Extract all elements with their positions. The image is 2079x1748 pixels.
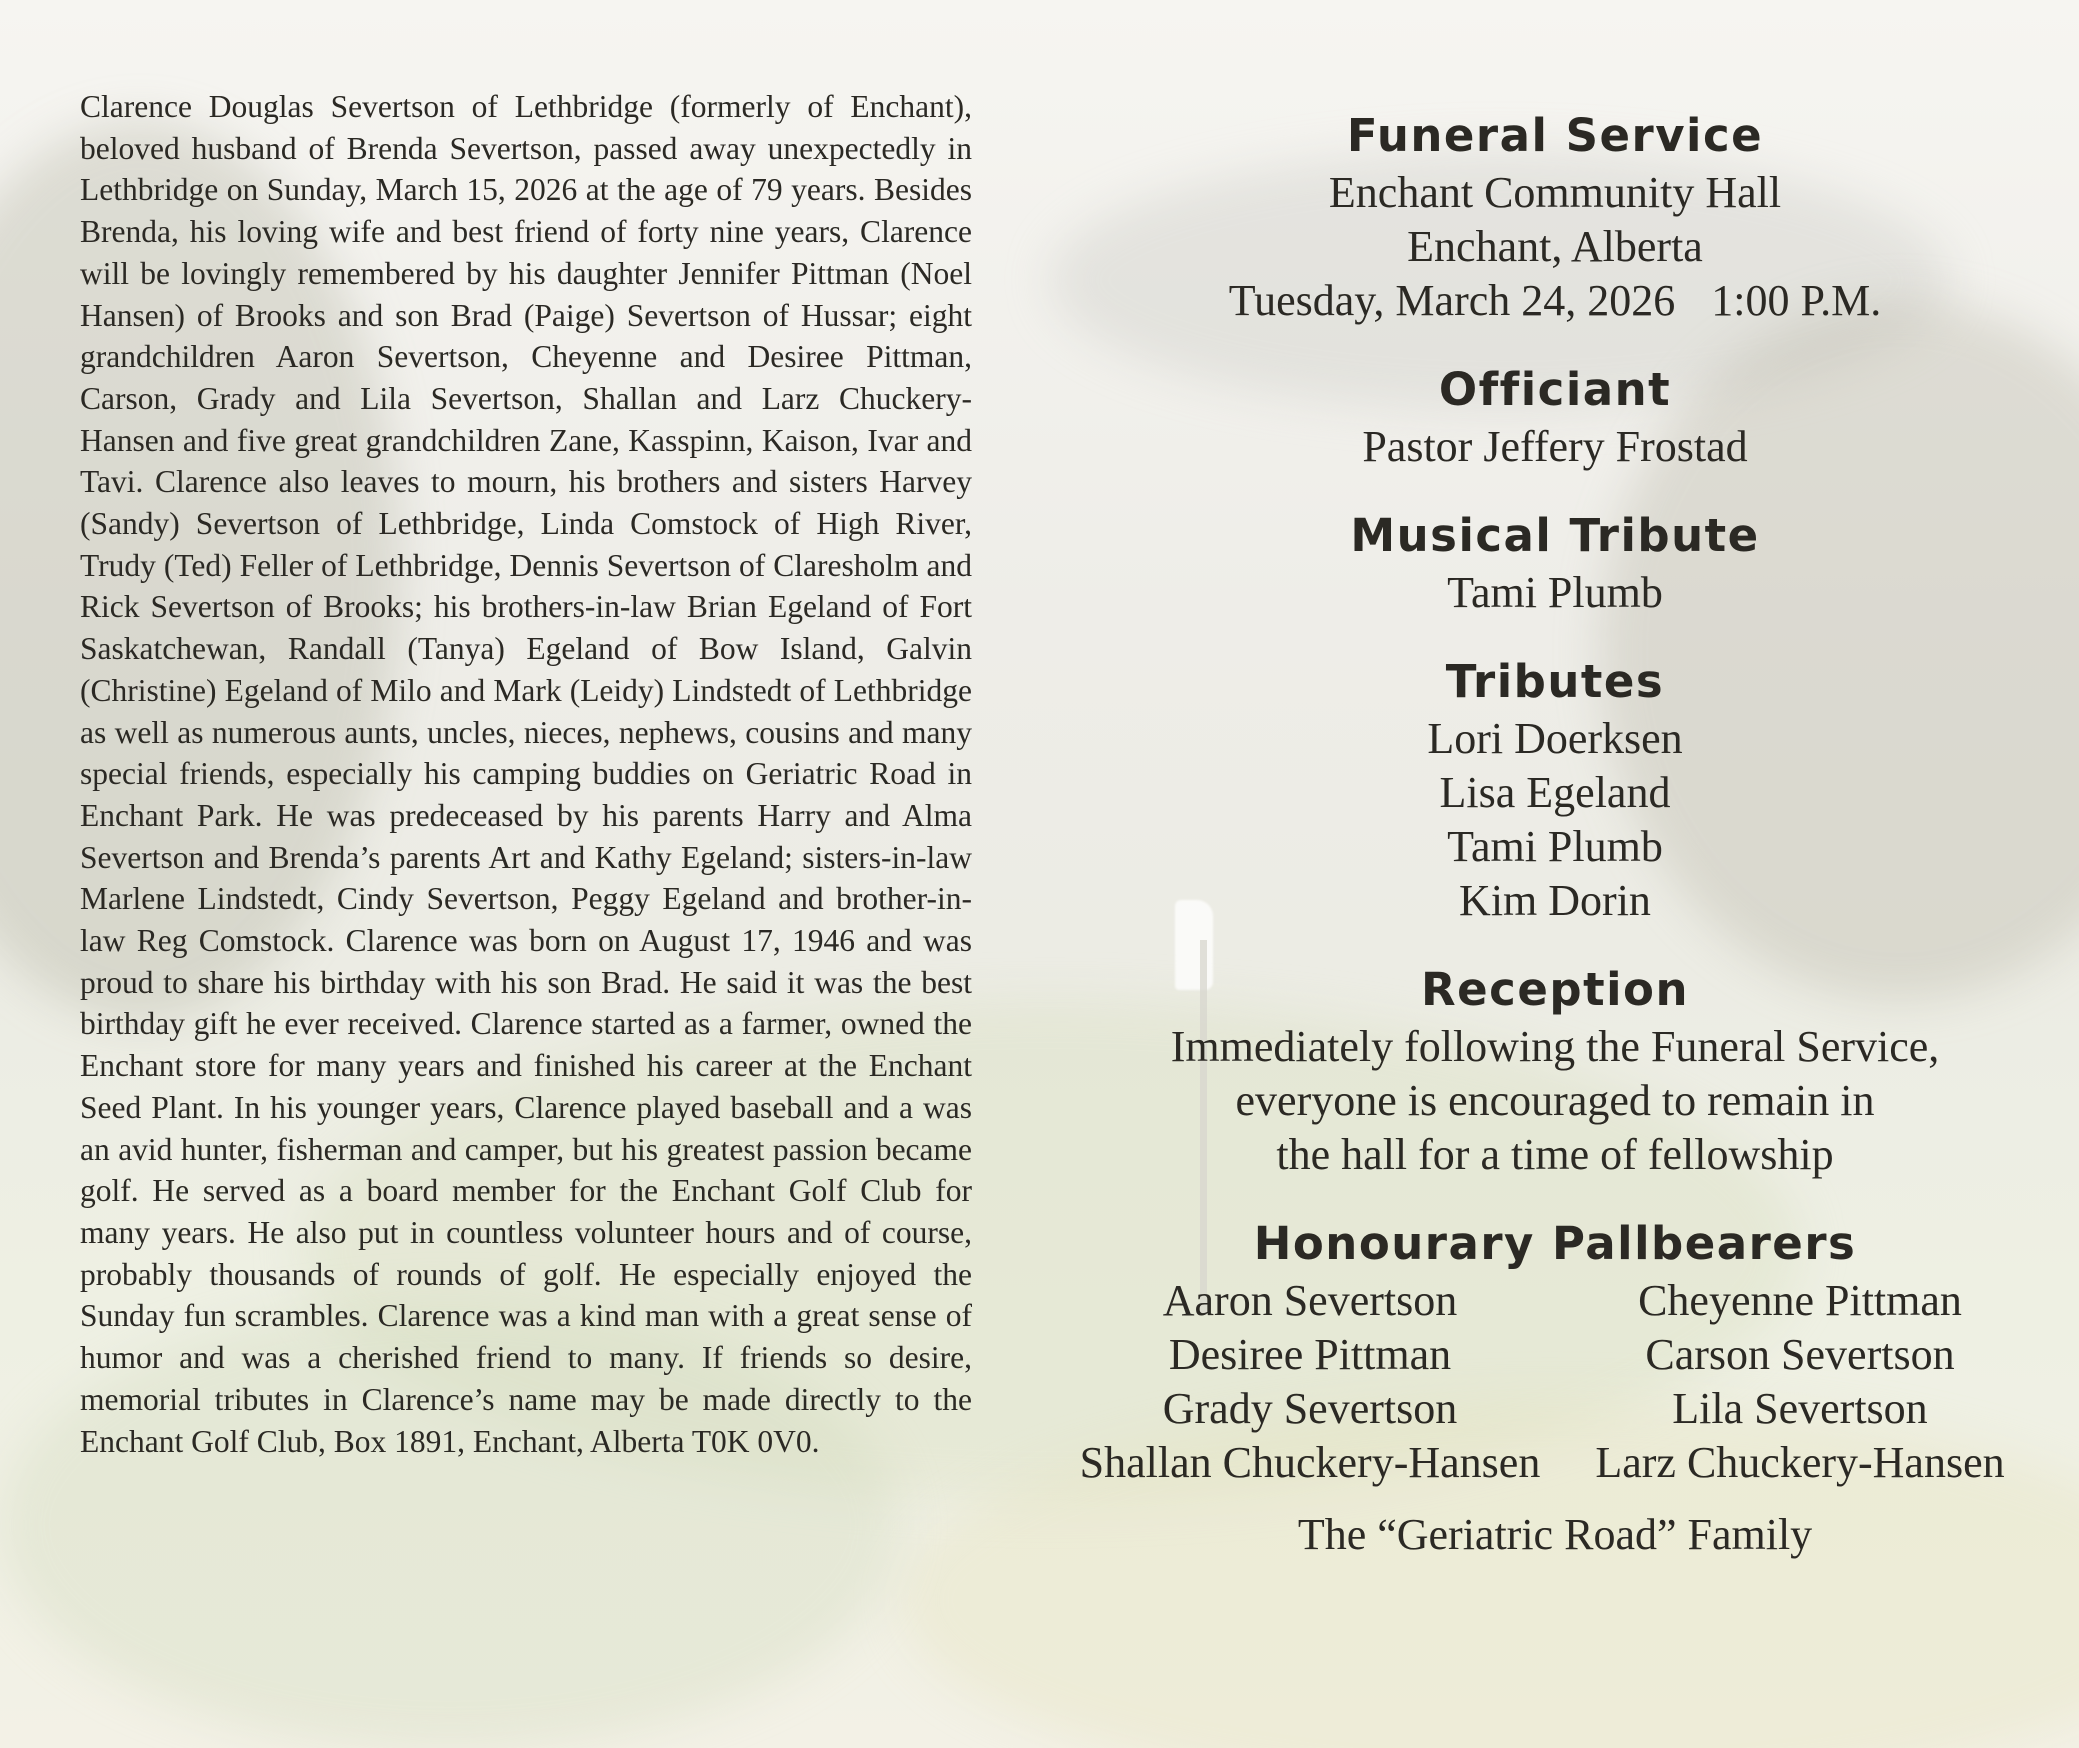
obituary-text: Clarence Douglas Severtson of Lethbridge (formerly of Enchant), beloved husband of Brenda Severtson, passed away unexpectedly in Lethbridge on Sunday, March 15, 2026 at the age of 79 years. Besides Brenda, his loving wife and best friend of forty nine years, Clarence will be lovingly remembered by his daughter Jennifer Pittman (Noel Hansen) of Brooks and son Brad (Paige) Severtson of Hussar; eight grandchildren Aaron Severtson, Cheyenne and Desiree Pittman, Carson, Grady and Lila Severtson, Shallan and Larz Chuckery-Hansen and five great grandchildren Zane, Kasspinn, Kaison, Ivar and Tavi. Clarence also leaves to mourn, his brothers and sisters Harvey (Sandy) Severtson of Lethbridge, Linda Comstock of High River, Trudy (Ted) Feller of Lethbridge, Dennis Severtson of Claresholm and Rick Severtson of Brooks; his brothers-in-law Brian Egeland of Fort Saskatchewan, Randall (Tanya) Egeland of Bow Island, Galvin (Christine) Egeland of Milo and Mark (Leidy) Lindstedt of Lethbridge as well as numerous aunts, uncles, nieces, nephews, cousins and many special friends, especially his camping buddies on Geriatric Road in Enchant Park. He was predeceased by his parents Harry and Alma Severtson and Brenda’s parents Art and Kathy Egeland; sisters-in-law Marlene Lindstedt, Cindy Severtson, Peggy Egeland and brother-in-law Reg Comstock. Clarence was born on August 17, 1946 and was proud to share his birthday with his son Brad. He said it was the best birthday gift he ever received. Clarence started as a farmer, owned the Enchant store for many years and finished his career at the Enchant Seed Plant. In his younger years, Clarence played baseball and a was an avid hunter, fisherman and camper, but his greatest passion became golf. He served as a board member for the Enchant Golf Club for many years. He also put in countless volunteer hours and of course, probably thousands of rounds of golf. He especially enjoyed the Sunday fun scrambles. Clarence was a kind man with a great sense of humor and was a cherished friend to many. If friends so desire, memorial tributes in Clarence’s name may be made directly to the Enchant Golf Club, Box 1891, Enchant, Alberta T0K 0V0. [80,89,972,1459]
pallbearers-section [1040,1214,2070,1562]
officiant-name: Pastor Jeffery Frostad [1362,422,1748,471]
musical-tribute-heading: Musical Tribute [1350,509,1760,562]
pallbearer-name: Carson Severtson [1645,1330,1955,1379]
pallbearer-name: Larz Chuckery-Hansen [1595,1438,2005,1487]
service-details-column [1040,106,2070,1562]
service-location: Enchant, Alberta [1407,222,1703,271]
funeral-service-heading: Funeral Service [1346,109,1764,162]
obituary-column [80,86,972,1462]
tributes-heading: Tributes [1445,655,1665,708]
pallbearers-right-column [1560,1274,2040,1490]
pallbearers-heading: Honourary Pallbearers [1253,1217,1857,1270]
officiant-section [1040,360,2070,474]
reception-line: everyone is encouraged to remain in [1235,1076,1875,1125]
pallbearer-name: Lila Severtson [1672,1384,1928,1433]
family-signature: The “Geriatric Road” Family [1297,1510,1813,1559]
pallbearer-name: Desiree Pittman [1168,1330,1452,1379]
pallbearer-name: Shallan Chuckery-Hansen [1079,1438,1541,1487]
service-venue: Enchant Community Hall [1328,168,1782,217]
tribute-name: Lisa Egeland [1439,768,1671,817]
reception-line: the hall for a time of fellowship [1276,1130,1834,1179]
tributes-section [1040,652,2070,928]
reception-section [1040,960,2070,1182]
musical-tribute-section [1040,506,2070,620]
reception-heading: Reception [1421,963,1689,1016]
tribute-name: Lori Doerksen [1427,714,1683,763]
funeral-service-section [1040,106,2070,328]
tribute-name: Kim Dorin [1459,876,1651,925]
pallbearer-name: Aaron Severtson [1162,1276,1458,1325]
officiant-heading: Officiant [1438,363,1672,416]
pallbearer-name: Grady Severtson [1162,1384,1458,1433]
pallbearers-left-column [1070,1274,1550,1490]
musical-tribute-name: Tami Plumb [1447,568,1663,617]
reception-line: Immediately following the Funeral Service, [1170,1022,1940,1071]
service-date-time [1040,274,2070,328]
service-date: Tuesday, March 24, 2026 [1228,276,1676,325]
pallbearer-name: Cheyenne Pittman [1638,1276,1962,1325]
pallbearers-list [1070,1274,2040,1490]
tribute-name: Tami Plumb [1447,822,1663,871]
service-time: 1:00 P.M. [1711,276,1882,325]
